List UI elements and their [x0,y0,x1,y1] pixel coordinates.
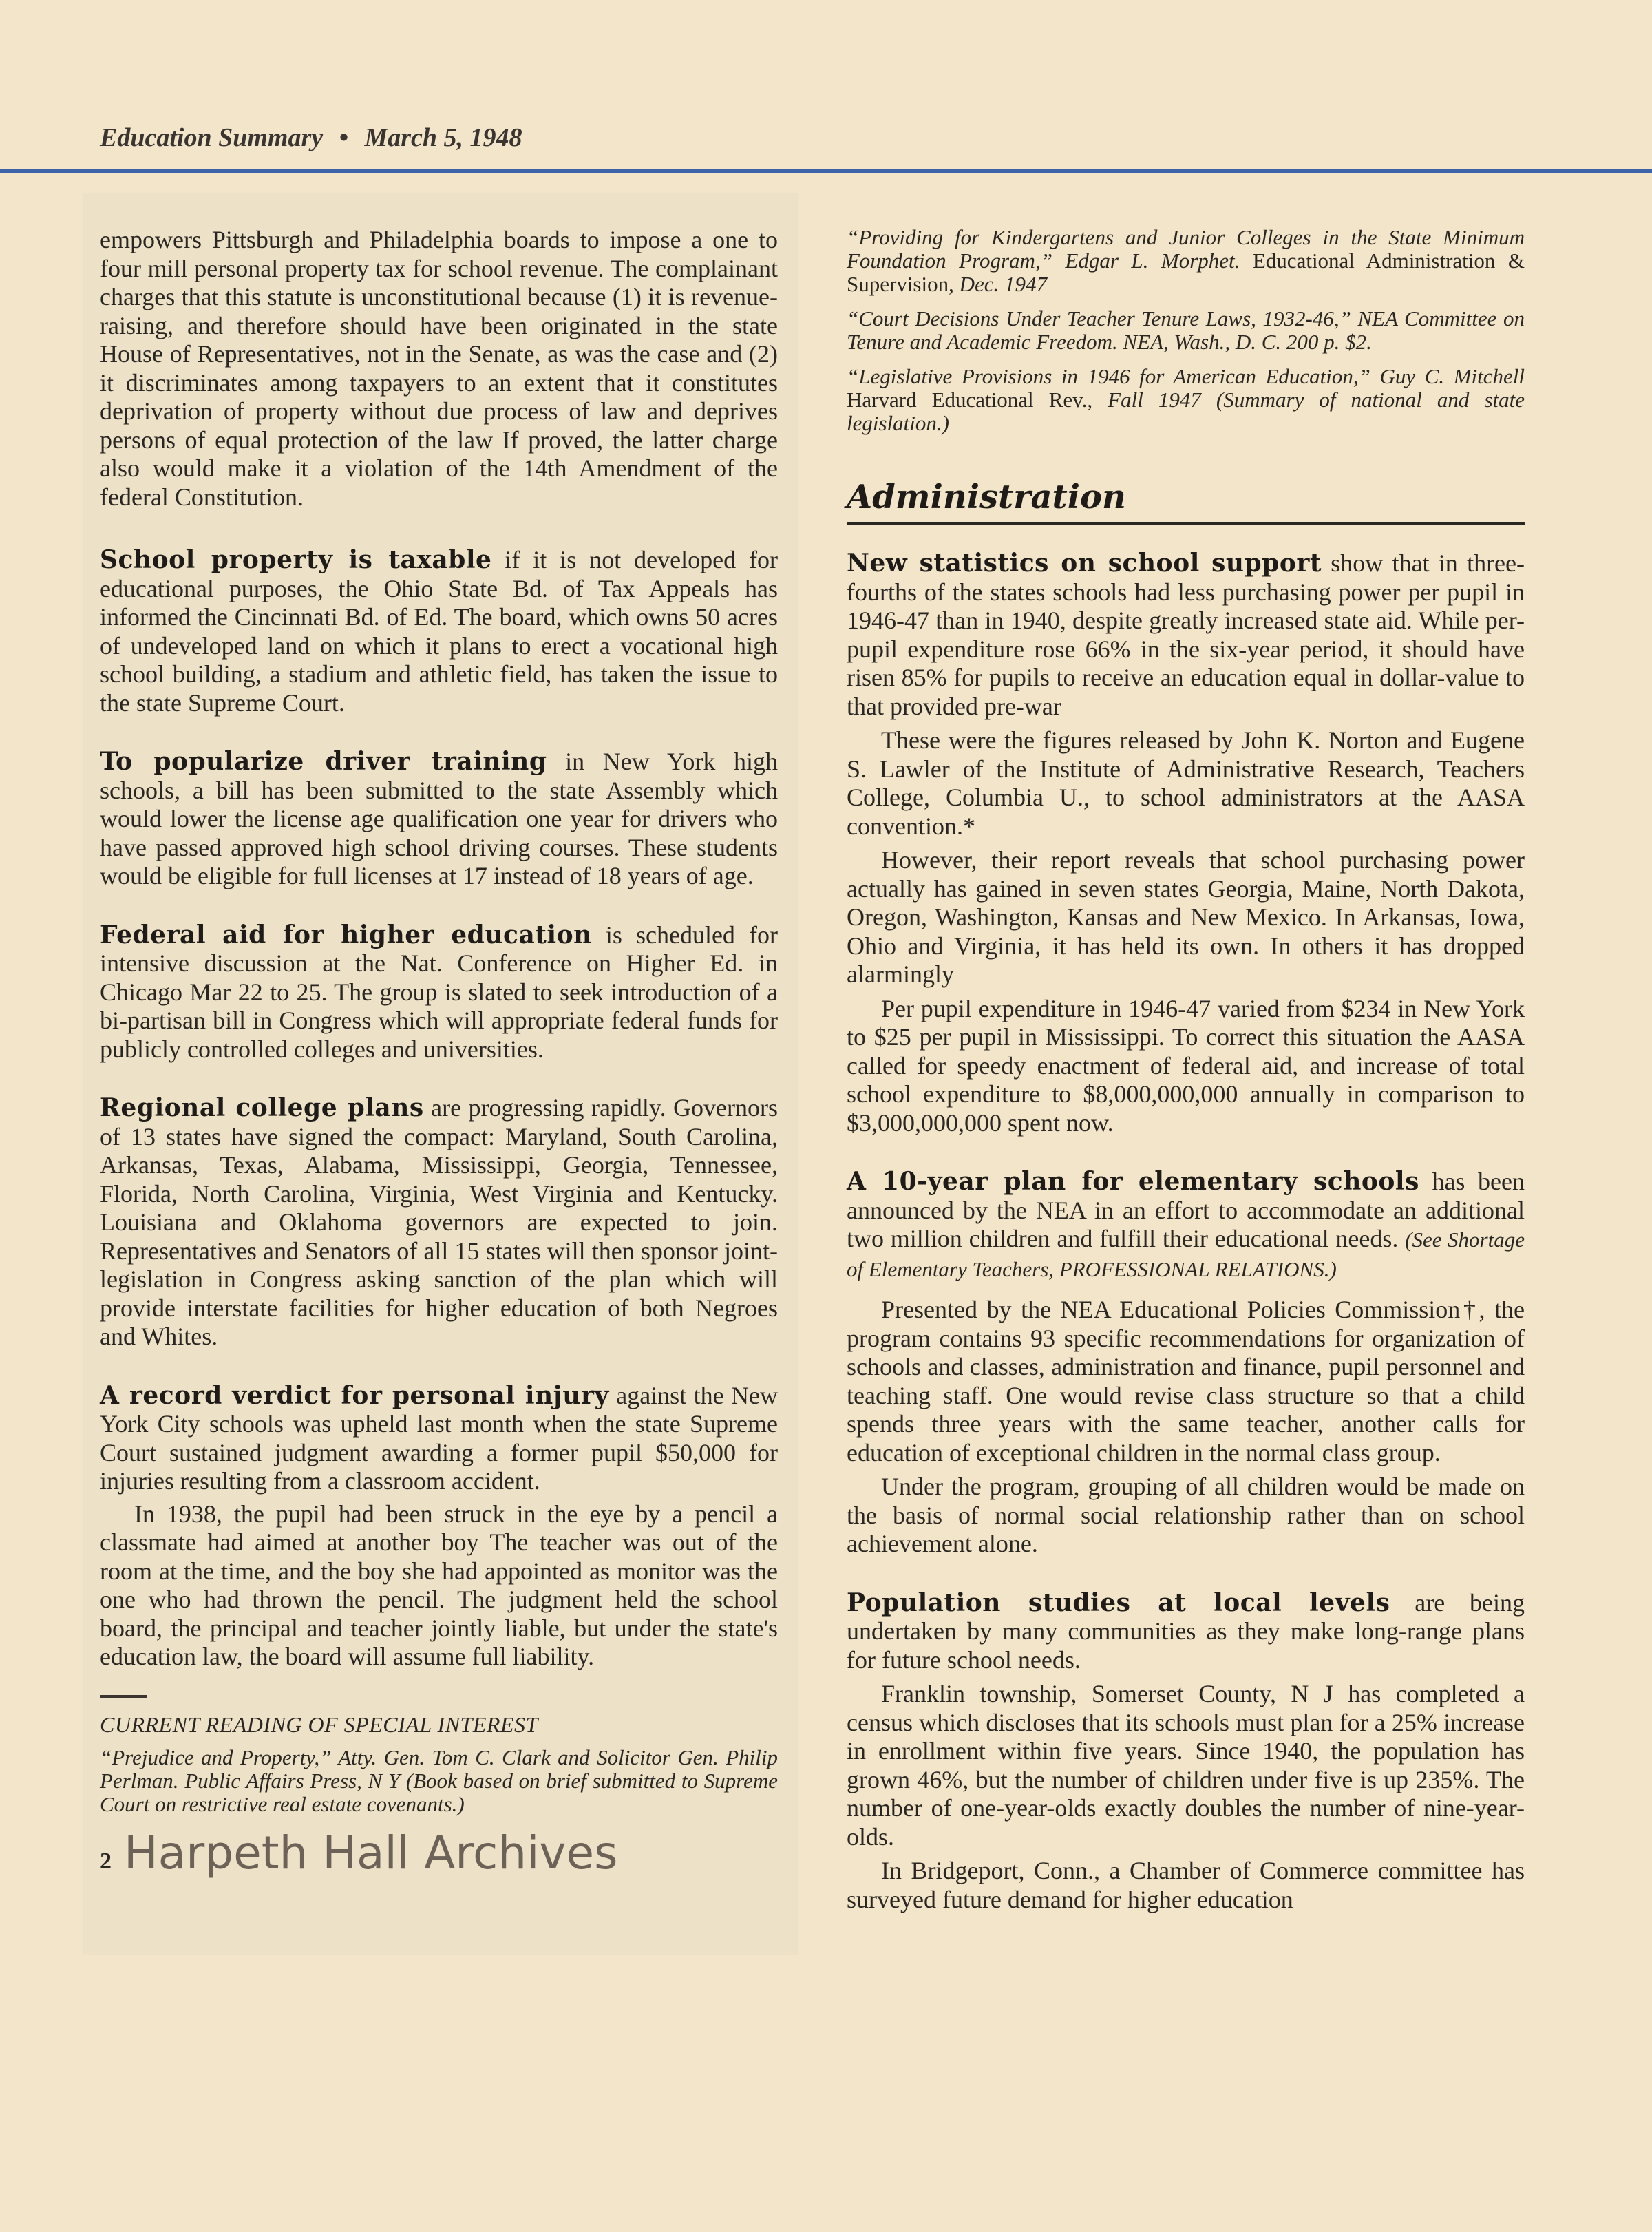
paragraph: Per pupil expenditure in 1946-47 varied from $234 in New York to $25 per pupil in Mississippi. To correct this situation the AASA called for speedy enactment of federal aid, and increase of total school expenditure to $8,000,000,000 annually in comparison to $3,000,000,000 spent now. [847,994,1525,1137]
section-rule [847,522,1525,525]
paragraph: Franklin township, Somerset County, N J has completed a census which discloses that its schools must plan for a 25% increase in enrollment within five years. Since 1940, the population has grown 46%, but the number of children under five is up 235%. The number of one-year-olds exactly doubles the number of nine-year-olds. [847,1680,1525,1851]
item-text: against the New York City schools was upheld last month when the state Supreme Court sustained judgment awarding a former pupil $50,000 for injuries resulting from a classroom accident. [100,1381,778,1495]
item-text: are progressing rapidly. Governors of 13 states have signed the compact: Maryland, South Carolina, Arkansas, Texas, Alabama, Mississippi, Georgia, Tennessee, Florida, North Carolina, Virginia, West Virginia and Kentucky. Louisiana and Oklahoma governors are expected to join. Representatives and Senators of all 15 states will then sponsor joint-legislation in Congress asking sanction of the plan which will provide interstate facilities for higher education of both Negroes and Whites. [100,1094,778,1350]
paragraph: These were the figures released by John K. Norton and Eugene S. Lawler of the Institute of Administrative Research, Teachers College, Columbia U., to school administrators at the AASA convention.* [847,726,1525,840]
item-text: if it is not developed for educational purposes, the Ohio State Bd. of Tax Appeals has informed the Cincinnati Bd. of Ed. The board, which owns 50 acres of undeveloped land on which it plans to erect a vocational high school building, a stadium and athletic field, has taken the issue to the state Supreme Court. [100,546,778,717]
paragraph: Under the program, grouping of all children would be made on the basis of normal social relationship rather than on school achievement alone. [847,1473,1525,1557]
citation: “Providing for Kindergartens and Junior Colleges in the State Minimum Foundation Program,” Edgar L. Morphet. Educational Administration & Supervision, Dec. 1947 [847,225,1525,296]
item-ten-year-plan [847,1168,1525,1559]
current-reading-title: CURRENT READING OF SPECIAL INTEREST [100,1712,538,1737]
left-column [100,226,778,1881]
citation: “Court Decisions Under Teacher Tenure Laws, 1932-46,” NEA Committee on Tenure and Academic Freedom. NEA, Wash., D. C. 200 p. $2. [847,306,1525,354]
header-rule [0,169,1652,173]
item-heading: Federal aid for higher education [100,920,592,949]
item-text: is scheduled for intensive discussion at the Nat. Conference on Higher Ed. in Chicago Mar 22 to 25. The group is slated to seek introduction of a bi-partisan bill in Congress which will appropriate federal funds for publicly controlled colleges and universities. [100,920,778,1063]
header-bullet: • [339,123,348,152]
item-driver-training [100,748,778,891]
item-text: in New York high schools, a bill has been submitted to the state Assembly which would lower the license age qualification one year for drivers who have passed approved high school driving courses. These students would be eligible for full licenses at 17 instead of 18 years of age. [100,748,779,889]
item-heading: Regional college plans [100,1093,424,1122]
item-heading: New statistics on school support [847,549,1322,578]
citations [847,226,1525,435]
item-record-verdict [100,1382,778,1672]
item-federal-aid [100,921,778,1064]
paragraph: In Bridgeport, Conn., a Chamber of Commerce committee has surveyed future demand for higher education [847,1857,1525,1913]
citation: “Prejudice and Property,” Atty. Gen. Tom C. Clark and Solicitor Gen. Philip Perlman. Public Affairs Press, N Y (Book based on brief submitted to Supreme Court on restrictive real estate covenants.) [100,1745,778,1816]
article-continuation [100,226,778,512]
issue-date: March 5, 1948 [364,123,522,152]
paragraph: empowers Pittsburgh and Philadelphia boards to impose a one to four mill personal property tax for school revenue. The complainant charges that this statute is unconstitutional because (1) it is revenue-raising, and therefore should have been originated in the state House of Representatives, not in the Senate, as was the case and (2) it discriminates among taxpayers to an extent that it constitutes deprivation of property without due process of law and deprives persons of equal protection of the law If proved, the latter charge also would make it a violation of the 14th Amendment of the federal Constitution. [100,226,778,511]
paragraph: However, their report reveals that school purchasing power actually has gained in seven states Georgia, Maine, North Dakota, Oregon, Washington, Kansas and New Mexico. In Arkansas, Iowa, Ohio and Virginia, it has held its own. In others it has dropped alarmingly [847,846,1525,988]
divider [100,1695,147,1698]
cross-reference: (See Shortage of Elementary Teachers, PROFESSIONAL RELATIONS.) [847,1228,1525,1281]
item-heading: A record verdict for personal injury [100,1380,609,1410]
page-footer [100,1826,778,1881]
item-text: has been announced by the NEA in an effort to accommodate an additional two million children and fulfill their educational needs. [847,1168,1525,1252]
item-regional-college [100,1094,778,1351]
item-heading: School property is taxable [100,545,492,574]
item-text: are being undertaken by many communities as they make long-range plans for future school needs. [847,1588,1525,1674]
running-header [100,123,522,153]
paragraph: Presented by the NEA Educational Policies Commission†, the program contains 93 specific recommendations for organization of schools and classes, administration and finance, pupil personnel and teaching staff. One would revise class structure so that a child spends three years with the same teacher, another calls for education of exceptional children in the normal class group. [847,1296,1525,1466]
citation: “Legislative Provisions in 1946 for American Education,” Guy C. Mitchell Harvard Educational Rev., Fall 1947 (Summary of national and state legislation.) [847,364,1525,435]
item-text: show that in three-fourths of the states schools had less purchasing power per pupil in 1946-47 than in 1940, despite greatly increased state aid. While per-pupil expenditure rose 66% in the six-year period, it should have risen 85% for pupils to receive an education equal in dollar-value to that provided pre-war [847,549,1525,720]
item-heading: To popularize driver training [100,747,547,776]
current-reading [100,1712,778,1816]
item-heading: A 10-year plan for elementary schools [847,1167,1419,1196]
item-school-property [100,546,778,717]
item-school-support [847,549,1525,1137]
paragraph: In 1938, the pupil had been struck in the eye by a pencil a classmate had aimed at another boy The teacher was out of the room at the time, and the boy she had appointed as monitor was the one who had thrown the pencil. The judgment held the school board, the principal and teacher jointly liable, but under the state's education law, the board will assume full liability. [100,1499,778,1670]
item-population-studies [847,1589,1525,1915]
publication-name: Education Summary [100,123,324,152]
item-heading: Population studies at local levels [847,1588,1390,1617]
page-number: 2 [100,1848,112,1874]
section-title: Administration [847,478,1126,516]
archive-watermark: Harpeth Hall Archives [124,1826,618,1880]
right-column [847,226,1525,1914]
